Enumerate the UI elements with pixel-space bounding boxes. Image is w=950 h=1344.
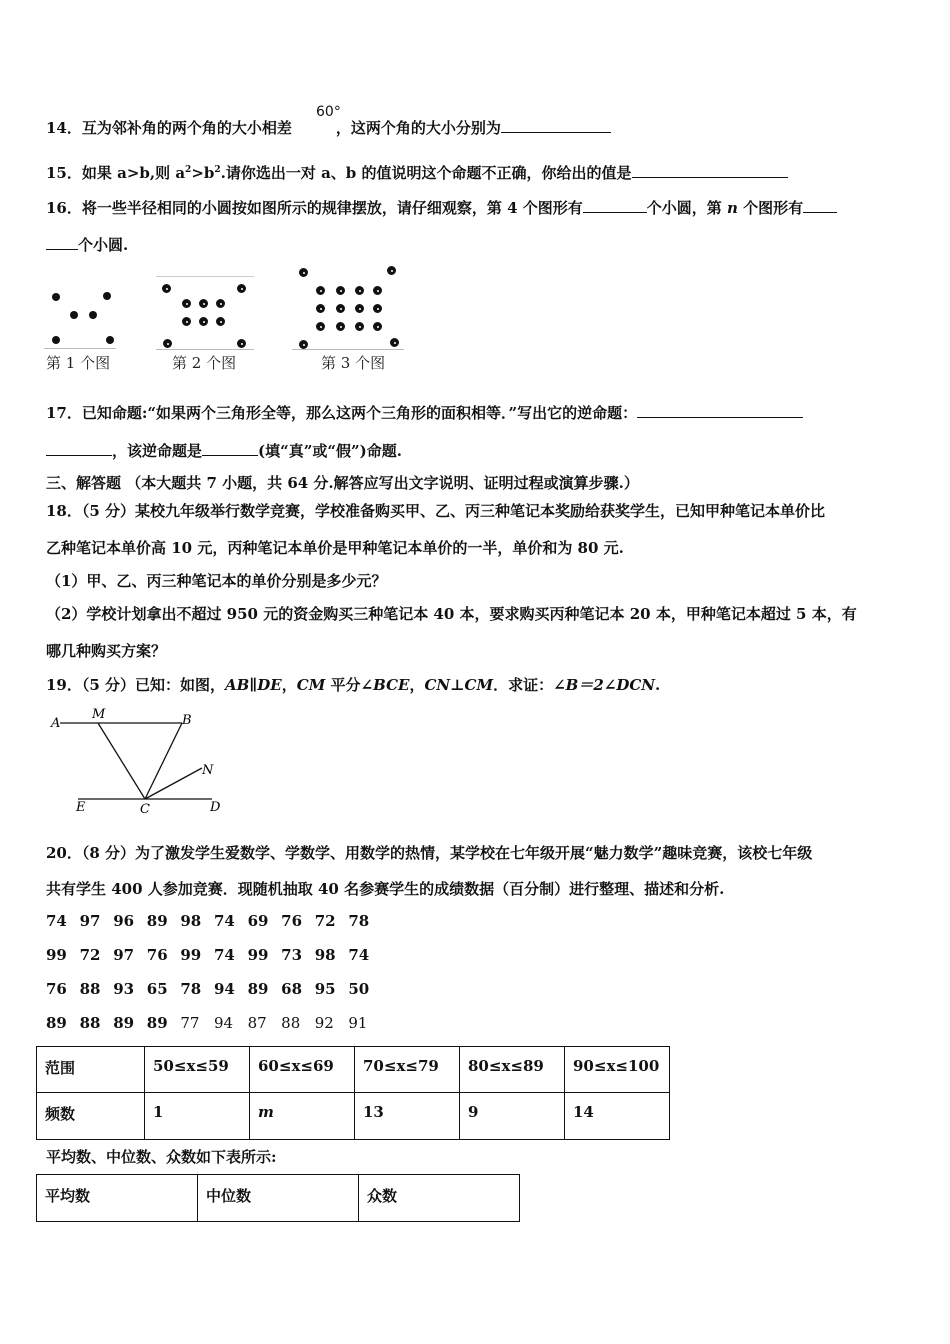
score: 50	[348, 980, 370, 998]
score: 87	[247, 1014, 267, 1032]
circle	[103, 292, 111, 300]
score: 89	[146, 912, 168, 930]
stats-header-mode: 众数	[359, 1175, 520, 1222]
circle	[106, 336, 114, 344]
q20-line-2: 共有学生 400 人参加竞赛．现随机抽取 40 名参赛学生的成绩数据（百分制）进行整理、描述和分析.	[46, 880, 725, 898]
q19-text-3: ，	[409, 676, 425, 694]
circle	[182, 317, 191, 326]
score: 91	[348, 1014, 368, 1032]
q18-sub-2: （2）学校计划拿出不超过 950 元的资金购买三种笔记本 40 本，要求购买丙种笔记本 20 本，甲种笔记本超过 5 本，有	[46, 605, 857, 623]
section-3-heading: 三、解答题 （本大题共 7 小题，共 64 分.解答应写出文字说明、证明过程或演算步骤.）	[46, 474, 639, 492]
frequency-value-cell: 1	[145, 1093, 250, 1140]
score: 89	[146, 1014, 168, 1032]
scores-row-1	[46, 912, 382, 930]
score: 98	[314, 946, 336, 964]
q19-text-2: 平分	[325, 676, 361, 694]
q16-caption-2: 第 2 个图	[172, 354, 237, 372]
q16-blank-nth-a[interactable]	[803, 198, 837, 213]
circle	[373, 304, 382, 313]
q16-text-2: 个小圆.	[78, 236, 129, 254]
score: 72	[79, 946, 101, 964]
score: 74	[213, 912, 235, 930]
circle	[237, 339, 246, 348]
label-n: N	[202, 763, 214, 778]
score: 88	[79, 1014, 101, 1032]
score: 89	[247, 980, 269, 998]
score: 72	[314, 912, 336, 930]
q14-text-before: 14．互为邻补角的两个角的大小相差	[46, 119, 292, 137]
q18-sub-1: （1）甲、乙、丙三种笔记本的单价分别是多少元？	[46, 572, 387, 590]
frequency-value-cell: m	[250, 1093, 355, 1140]
q14-text-after: ，这两个角的大小分别为	[335, 119, 501, 137]
q16-text-1a: 16．将一些半径相同的小圆按如图所示的规律摆放，请仔细观察，第 4 个图形有	[46, 199, 583, 217]
circle	[199, 317, 208, 326]
label-a: A	[51, 716, 61, 731]
q19-math-1: AB∥DE	[225, 676, 282, 694]
q15-answer-blank[interactable]	[632, 163, 788, 178]
q16-blank-4th[interactable]	[583, 198, 647, 213]
q18-line-2: 乙种笔记本单价高 10 元，丙种笔记本单价是甲种笔记本单价的一半，单价和为 80 元.	[46, 539, 624, 557]
score: 73	[281, 946, 303, 964]
score: 88	[79, 980, 101, 998]
label-e: E	[76, 800, 86, 815]
score: 76	[46, 980, 67, 998]
q15-sup-1: 2	[185, 165, 192, 175]
score: 94	[213, 1014, 234, 1032]
q18-sub-2b: 哪几种购买方案？	[46, 642, 167, 660]
circle	[52, 293, 60, 301]
q14-line	[46, 117, 611, 138]
q17-text-2b: (填“真”或“假”)命题.	[258, 442, 402, 460]
q19-line	[46, 674, 660, 695]
circle	[163, 339, 172, 348]
circle	[70, 311, 78, 319]
q15-text-3: .请你选出一对 a、b 的值说明这个命题不正确，你给出的值是	[220, 164, 632, 182]
circle	[199, 299, 208, 308]
circle	[355, 286, 364, 295]
circle	[336, 304, 345, 313]
label-c: C	[140, 802, 150, 816]
label-d: D	[210, 800, 221, 815]
q19-text-1: ，	[281, 676, 297, 694]
q15-text-1: 15．如果 a>b,则 a	[46, 164, 186, 182]
frequency-value-cell: 14	[565, 1093, 670, 1140]
frequency-header-cell: 80≤x≤89	[460, 1047, 565, 1093]
q19-geometry-figure	[40, 704, 240, 816]
score: 89	[113, 1014, 135, 1032]
circle	[390, 338, 399, 347]
frequency-value-row	[37, 1093, 670, 1140]
q16-caption-3: 第 3 个图	[321, 354, 386, 372]
stats-intro: 平均数、中位数、众数如下表所示:	[46, 1148, 277, 1166]
circle	[299, 340, 308, 349]
score: 98	[180, 912, 202, 930]
score: 65	[146, 980, 168, 998]
line-mc	[98, 723, 145, 799]
score: 94	[213, 980, 235, 998]
q20-line-1: 20．（8 分）为了激发学生爱数学、学数学、用数学的热情，某学校在七年级开展“魅力数学”趣味竞赛，该校七年级	[46, 844, 813, 862]
circle	[216, 317, 225, 326]
score: 95	[314, 980, 336, 998]
frequency-header-cell: 50≤x≤59	[145, 1047, 250, 1093]
q19-text-4: ．求证：	[493, 676, 554, 694]
q19-text-5: .	[655, 676, 661, 694]
score: 97	[113, 946, 135, 964]
q16-n: n	[727, 199, 738, 217]
frequency-header-cell: 90≤x≤100	[565, 1047, 670, 1093]
frequency-header-row	[37, 1047, 670, 1093]
q14-answer-blank[interactable]	[501, 118, 611, 133]
q19-lead: 19．（5 分）已知：如图，	[46, 676, 226, 694]
score: 69	[247, 912, 269, 930]
q19-math-4: CN⊥CM	[424, 676, 494, 694]
circle	[373, 322, 382, 331]
score: 93	[113, 980, 135, 998]
q16-blank-nth-b[interactable]	[46, 235, 78, 250]
scores-row-2	[46, 946, 382, 964]
circle	[336, 322, 345, 331]
circle	[316, 304, 325, 313]
score: 99	[46, 946, 67, 964]
circle	[162, 284, 171, 293]
q16-caption-1: 第 1 个图	[46, 354, 111, 372]
q17-blank-truth[interactable]	[202, 441, 258, 456]
circle	[216, 299, 225, 308]
frequency-header-cell: 60≤x≤69	[250, 1047, 355, 1093]
score: 76	[281, 912, 303, 930]
stats-header-median: 中位数	[198, 1175, 359, 1222]
scores-row-4	[46, 1014, 382, 1032]
circle	[373, 286, 382, 295]
q15-text-2: >b	[191, 164, 215, 182]
circle	[316, 286, 325, 295]
stats-table	[36, 1174, 520, 1222]
q17-text-2a: ，该逆命题是	[112, 442, 203, 460]
stats-header-mean: 平均数	[37, 1175, 198, 1222]
label-b: B	[182, 713, 192, 728]
score: 74	[46, 912, 67, 930]
score: 88	[281, 1014, 301, 1032]
score: 96	[113, 912, 135, 930]
circle	[316, 322, 325, 331]
q16-line-1	[46, 197, 837, 218]
q16-line-2	[46, 234, 128, 255]
circle	[387, 266, 396, 275]
score: 89	[46, 1014, 67, 1032]
q17-blank-converse-a[interactable]	[637, 403, 803, 418]
frequency-header-cell: 范围	[37, 1047, 145, 1093]
score: 77	[180, 1014, 200, 1032]
q19-math-2: CM	[296, 676, 326, 694]
circle	[355, 304, 364, 313]
frequency-value-cell: 9	[460, 1093, 565, 1140]
circle	[52, 336, 60, 344]
score: 76	[146, 946, 168, 964]
score: 99	[180, 946, 202, 964]
score: 92	[314, 1014, 334, 1032]
circle	[237, 284, 246, 293]
q15-sup-2: 2	[214, 165, 221, 175]
frequency-header-cell: 70≤x≤79	[355, 1047, 460, 1093]
q17-text-1: 17．已知命题:“如果两个三角形全等，那么这两个三角形的面积相等．”写出它的逆命题：	[46, 404, 638, 422]
q16-text-1c: 个图形有	[743, 199, 804, 217]
frequency-table	[36, 1046, 670, 1140]
q17-blank-converse-b[interactable]	[46, 441, 112, 456]
score: 74	[213, 946, 235, 964]
q19-math-3: ∠BCE	[360, 676, 410, 694]
score: 74	[348, 946, 370, 964]
score: 78	[180, 980, 202, 998]
q19-math-5: ∠B＝2∠DCN	[553, 676, 655, 694]
circle	[336, 286, 345, 295]
q17-line-2	[46, 440, 402, 461]
score: 97	[79, 912, 101, 930]
score: 78	[348, 912, 370, 930]
label-m: M	[92, 707, 106, 722]
q15-line	[46, 162, 788, 183]
circle	[355, 322, 364, 331]
scores-row-3	[46, 980, 382, 998]
circle	[182, 299, 191, 308]
circle	[89, 311, 97, 319]
circle	[299, 268, 308, 277]
score: 99	[247, 946, 269, 964]
q17-line-1	[46, 402, 803, 423]
line-bc	[145, 723, 182, 799]
frequency-row-label: 频数	[37, 1093, 145, 1140]
score: 68	[281, 980, 303, 998]
q18-line-1: 18．（5 分）某校九年级举行数学竞赛，学校准备购买甲、乙、丙三种笔记本奖励给获奖学生，已知甲种笔记本单价比	[46, 502, 826, 520]
frequency-value-cell: 13	[355, 1093, 460, 1140]
line-cn	[145, 768, 202, 799]
q16-text-1b: 个小圆，第	[646, 199, 722, 217]
stats-header-row	[37, 1175, 520, 1222]
q14-angle: 60°	[316, 104, 341, 120]
